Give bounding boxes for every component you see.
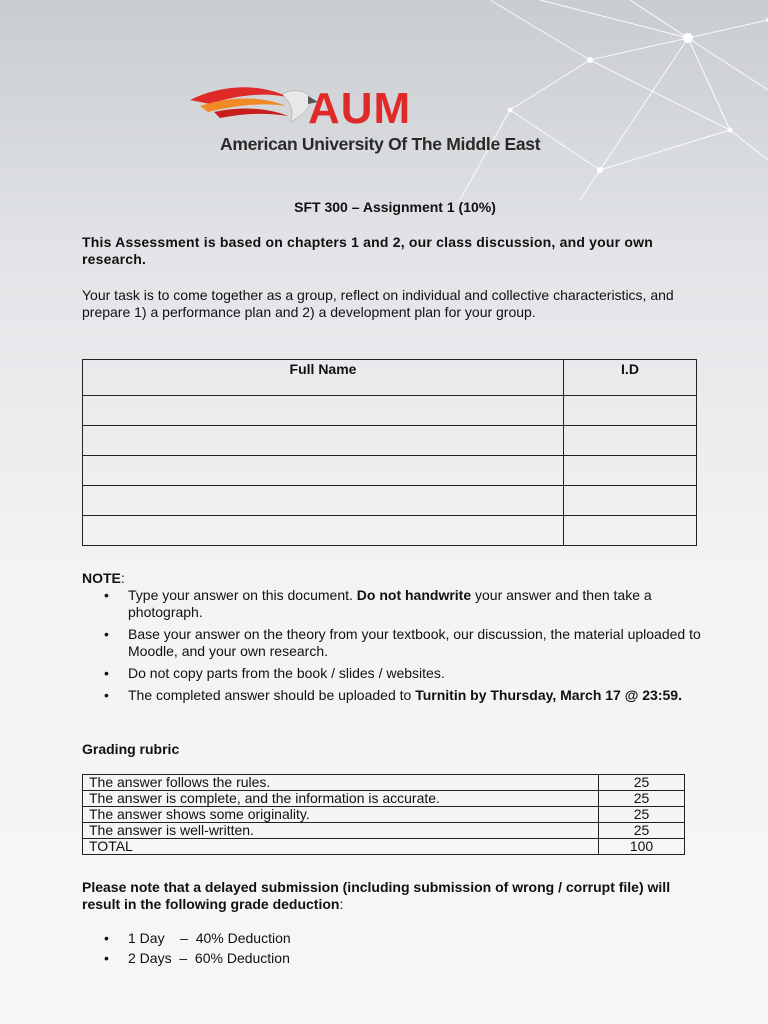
table-row: [83, 516, 697, 546]
intro-text: This Assessment is based on chapters 1 and 2, our class discussion, and your own research.: [82, 234, 653, 267]
table-row: [83, 426, 697, 456]
name-cell[interactable]: [83, 516, 564, 546]
deduction-list: [82, 930, 291, 970]
name-cell[interactable]: [83, 486, 564, 516]
id-cell[interactable]: [564, 396, 697, 426]
assignment-title: SFT 300 – Assignment 1 (10%): [294, 199, 496, 215]
id-cell[interactable]: [564, 516, 697, 546]
student-name-table: [82, 359, 697, 546]
table-row: TOTAL 100: [83, 839, 685, 855]
id-cell[interactable]: [564, 486, 697, 516]
list-item: • Do not copy parts from the book / slides / websites.: [82, 665, 712, 682]
table-row: The answer shows some originality. 25: [83, 807, 685, 823]
table-header-row: [83, 360, 697, 396]
list-item: • 2 Days – 60% Deduction: [82, 950, 291, 967]
name-cell[interactable]: [83, 426, 564, 456]
bird-logo-icon: [190, 80, 320, 140]
name-cell[interactable]: [83, 396, 564, 426]
aum-logo: [190, 80, 570, 160]
table-row: The answer is well-written. 25: [83, 823, 685, 839]
full-name-header: Full Name: [83, 360, 564, 396]
logo-wordmark: AUM: [308, 84, 412, 133]
table-row: The answer is complete, and the information is accurate. 25: [83, 791, 685, 807]
list-item: • Type your answer on this document. Do not handwrite your answer and then take a photograph.: [82, 587, 712, 621]
table-row: [83, 486, 697, 516]
rubric-heading: Grading rubric: [82, 741, 180, 757]
table-row: [83, 456, 697, 486]
note-list: [82, 587, 712, 709]
task-text: Your task is to come together as a group, reflect on individual and collective characteristics, and prepare 1) a performance plan and 2) a development plan for your group.: [82, 287, 674, 320]
late-submission-note: Please note that a delayed submission (including submission of wrong / corrupt file) will result in the following grade deduction:: [82, 879, 671, 912]
grading-rubric-table: [82, 774, 685, 855]
university-name: American University Of The Middle East: [220, 134, 541, 154]
id-cell[interactable]: [564, 456, 697, 486]
list-item: • 1 Day – 40% Deduction: [82, 930, 291, 947]
table-row: [83, 396, 697, 426]
list-item: • Base your answer on the theory from your textbook, our discussion, the material uploaded to Moodle, and your own research.: [82, 626, 712, 660]
id-header: I.D: [564, 360, 697, 396]
name-cell[interactable]: [83, 456, 564, 486]
table-row: The answer follows the rules. 25: [83, 775, 685, 791]
list-item: • The completed answer should be uploaded to Turnitin by Thursday, March 17 @ 23:59.: [82, 687, 712, 704]
id-cell[interactable]: [564, 426, 697, 456]
note-heading: NOTE:: [82, 570, 125, 586]
